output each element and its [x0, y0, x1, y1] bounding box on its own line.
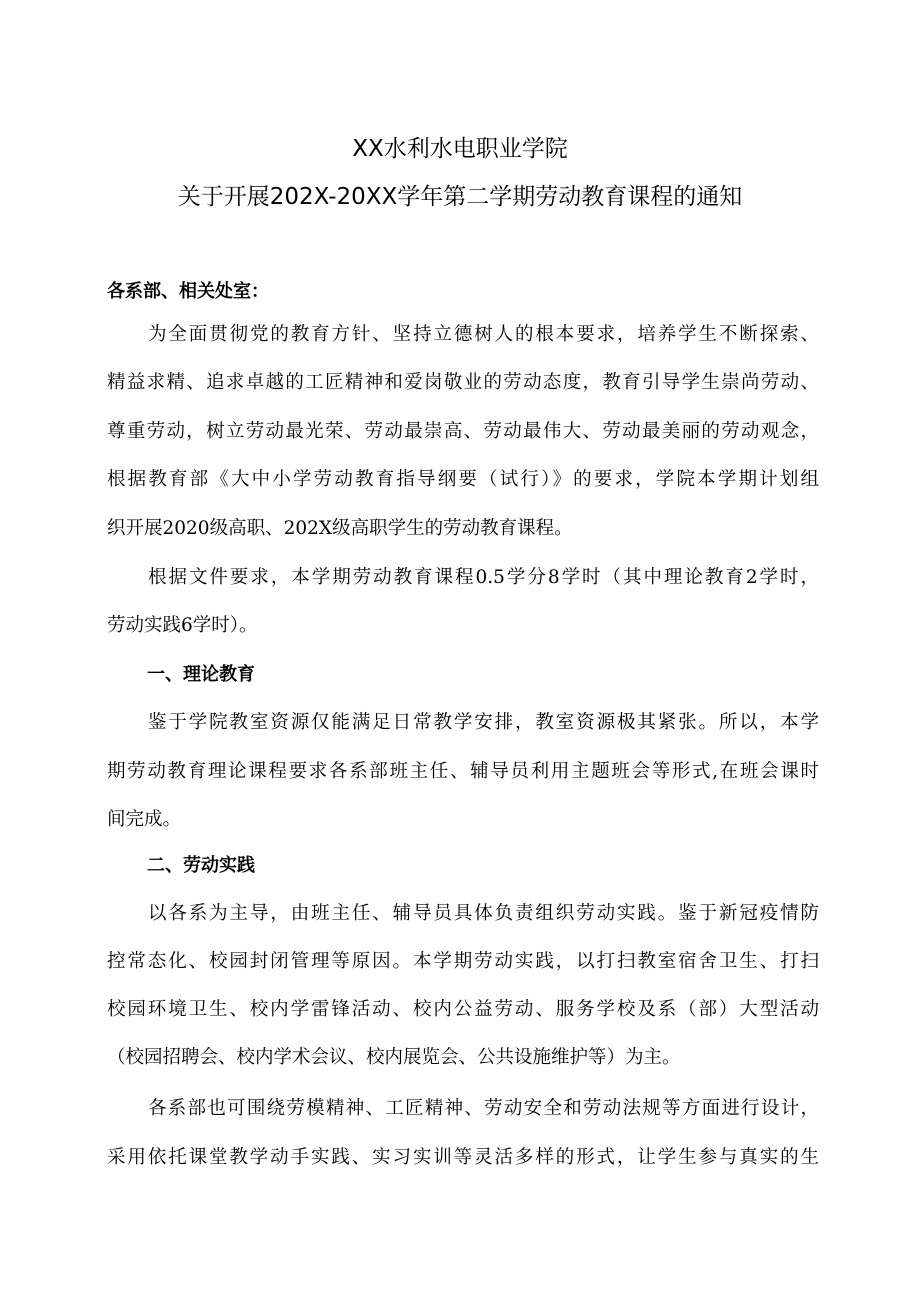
paragraph-1-line-1: 为全面贯彻党的教育方针、坚持立德树人的根本要求，培养学生不断探索、 — [148, 324, 819, 345]
paragraph-2-line-2: 劳动实践6学时）。 — [107, 615, 258, 636]
paragraph-3-line-1: 鉴于学院教室资源仅能满足日常教学安排，教室资源极其紧张。所以，本学 — [148, 712, 819, 733]
paragraph-4-line-1: 以各系为主导，由班主任、辅导员具体负责组织劳动实践。鉴于新冠疫情防 — [148, 903, 819, 924]
paragraph-1-line-4: 根据教育部《大中小学劳动教育指导纲要（试行）》的要求，学院本学期计划组 — [107, 469, 819, 490]
paragraph-4-line-3: 校园环境卫生、校内学雷锋活动、校内公益劳动、服务学校及系（部）大型活动 — [107, 999, 819, 1020]
paragraph-4-line-4: （校园招聘会、校内学术会议、校内展览会、公共设施维护等）为主。 — [107, 1047, 681, 1068]
paragraph-5-line-1: 各系部也可围绕劳模精神、工匠精神、劳动安全和劳动法规等方面进行设计， — [148, 1098, 819, 1119]
paragraph-3-line-2: 期劳动教育理论课程要求各系部班主任、辅导员利用主题班会等形式,在班会课时 — [107, 761, 819, 782]
paragraph-1-line-3: 尊重劳动，树立劳动最光荣、劳动最崇高、劳动最伟大、劳动最美丽的劳动观念， — [107, 421, 819, 442]
section-heading-practice: 二、劳动实践 — [147, 855, 255, 876]
document-title-institution: XX水利水电职业学院 — [352, 136, 568, 162]
paragraph-1-line-2: 精益求精、追求卓越的工匠精神和爱岗敬业的劳动态度，教育引导学生崇尚劳动、 — [107, 372, 819, 393]
salutation: 各系部、相关处室： — [107, 281, 269, 302]
paragraph-1-line-5: 织开展2020级高职、202X级高职学生的劳动教育课程。 — [107, 518, 573, 539]
paragraph-5-line-2: 采用依托课堂教学动手实践、实习实训等灵活多样的形式，让学生参与真实的生 — [107, 1147, 819, 1168]
paragraph-3-line-3: 间完成。 — [107, 809, 182, 830]
paragraph-4-line-2: 控常态化、校园封闭管理等原因。本学期劳动实践，以打扫教室宿舍卫生、打扫 — [107, 951, 819, 972]
document-title-notice: 关于开展202X-20XX学年第二学期劳动教育课程的通知 — [177, 184, 743, 210]
paragraph-2-line-1: 根据文件要求，本学期劳动教育课程0.5学分8学时（其中理论教育2学时， — [148, 567, 819, 588]
section-heading-theory: 一、理论教育 — [147, 664, 255, 685]
